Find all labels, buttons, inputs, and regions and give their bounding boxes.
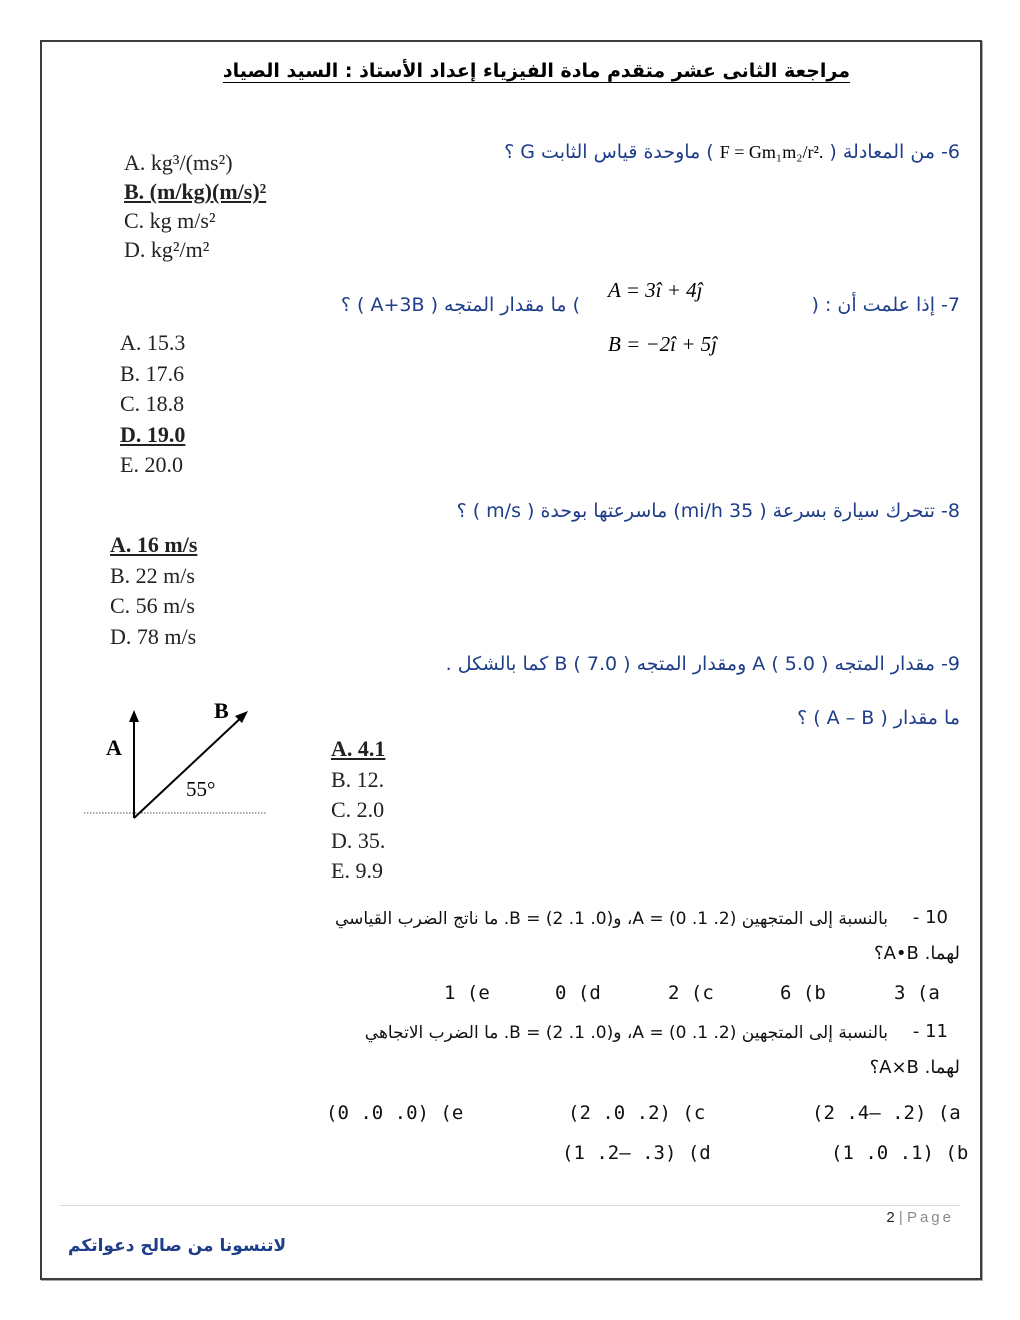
q7-options xyxy=(120,328,185,481)
q9-option-c[interactable]: C. 2.0 xyxy=(331,797,385,822)
q6-equation: F = Gm₁m₂/r². xyxy=(719,142,824,162)
q6-option-b-text: B. (m/kg)(m/s)² xyxy=(124,179,267,204)
footer-divider xyxy=(60,1205,960,1206)
q8-option-a-text: A. 16 m/s xyxy=(110,532,198,557)
q10-option-a[interactable]: 3 (a xyxy=(894,982,940,1004)
q7-option-d-text: D. 19.0 xyxy=(120,421,186,447)
q9-vector-b-line xyxy=(134,715,244,818)
q10-option-d[interactable]: 0 (d xyxy=(555,982,601,1004)
question-7-tail xyxy=(341,294,580,316)
question-10-line1: بالنسبة إلى المتجهين A = (0 .1 .2)، وB = (2 .1 .0). ما ناتج الضرب القياسي xyxy=(334,909,888,929)
q11-option-a[interactable]: (2 .4– .2) (a xyxy=(812,1102,961,1124)
q7-text-a: 7- إذا علمت أن : ( xyxy=(811,294,960,316)
q9-option-a-text: A. 4.1 xyxy=(331,736,386,761)
q9-angle-label: 55° xyxy=(186,777,216,801)
q7-option-a[interactable]: A. 15.3 xyxy=(120,330,186,355)
page-word: Page xyxy=(906,1209,954,1226)
q8-option-a[interactable] xyxy=(110,530,197,561)
q9-vector-a-arrowhead xyxy=(129,710,139,722)
q6-option-d[interactable]: D. kg²/m² xyxy=(124,237,210,262)
q10-option-b[interactable]: 6 (b xyxy=(780,982,826,1004)
q11-option-b[interactable]: (1 .0 .1) (b xyxy=(831,1142,969,1164)
footer-slogan: لاتنسونا من صالح دعواتكم xyxy=(68,1236,287,1256)
question-11-number: 11 - xyxy=(912,1021,948,1042)
q7-text-b: ) ما مقدار المتجه ( A+3B ) ؟ xyxy=(340,294,580,316)
page-separator: | xyxy=(898,1209,903,1226)
q8-options xyxy=(110,530,197,652)
q8-option-c[interactable]: C. 56 m/s xyxy=(110,593,195,618)
q6-options xyxy=(124,148,266,264)
q7-option-e[interactable]: E. 20.0 xyxy=(120,452,183,477)
q7-option-b[interactable]: B. 17.6 xyxy=(120,360,185,386)
q7-vector-a: A = 3î + 4ĵ xyxy=(608,278,703,302)
q9-vector-figure xyxy=(84,698,274,824)
question-9-line2: ما مقدار ( A – B ) ؟ xyxy=(797,707,960,729)
question-7 xyxy=(812,294,960,316)
q7-option-c[interactable]: C. 18.8 xyxy=(120,391,185,416)
q9-label-b: B xyxy=(214,698,229,723)
q8-option-d[interactable]: D. 78 m/s xyxy=(110,623,197,649)
q11-option-c[interactable]: (2 .0 .2) (c xyxy=(568,1102,706,1124)
q10-option-e[interactable]: 1 (e xyxy=(444,982,490,1004)
q6-option-a[interactable]: A. kg³/(ms²) xyxy=(124,150,233,175)
q9-label-a: A xyxy=(106,735,122,760)
page-title: مراجعة الثانى عشر متقدم مادة الفيزياء إعداد الأستاذ : السيد الصياد xyxy=(222,60,850,82)
q9-option-b[interactable]: B. 12. xyxy=(331,766,385,792)
q6-option-c[interactable]: C. kg m/s² xyxy=(124,208,216,233)
question-9-line1: 9- مقدار المتجه A ( 5.0 ) ومقدار المتجه B ( 7.0 ) كما بالشكل . xyxy=(445,653,960,675)
q9-option-a[interactable] xyxy=(331,734,385,765)
q10-option-c[interactable]: 2 (c xyxy=(668,982,714,1004)
q6-text-b: ) ماوحدة قياس الثابت G ؟ xyxy=(504,141,714,163)
question-11-line2: لهما. A×B؟ xyxy=(869,1057,960,1078)
question-6 xyxy=(504,141,960,163)
q6-option-b[interactable] xyxy=(124,177,266,206)
q9-option-e[interactable]: E. 9.9 xyxy=(331,858,383,883)
q8-option-b[interactable]: B. 22 m/s xyxy=(110,562,195,588)
q9-options xyxy=(331,734,385,887)
q7-option-d[interactable] xyxy=(120,420,185,451)
q6-text-a: 6- من المعادلة ( xyxy=(829,141,960,163)
q9-option-d[interactable]: D. 35. xyxy=(331,827,386,853)
question-8: 8- تتحرك سيارة بسرعة ( 35 mi/h) ماسرعتها بوحدة ( m/s ) ؟ xyxy=(456,500,960,522)
page-number-value: 2 xyxy=(886,1209,895,1226)
q7-vector-b: B = −2î + 5ĵ xyxy=(608,332,718,356)
q11-option-d[interactable]: (1 .2– .3) (d xyxy=(562,1142,711,1164)
question-11-line1: بالنسبة إلى المتجهين A = (0 .1 .2)، وB = (2 .1 .0). ما الضرب الاتجاهي xyxy=(364,1023,888,1043)
q11-option-e[interactable]: (0 .0 .0) (e xyxy=(326,1102,464,1124)
question-10-line2: لهما. A•B؟ xyxy=(874,943,960,964)
question-10-number: 10 - xyxy=(912,907,948,928)
page-number xyxy=(886,1209,954,1226)
